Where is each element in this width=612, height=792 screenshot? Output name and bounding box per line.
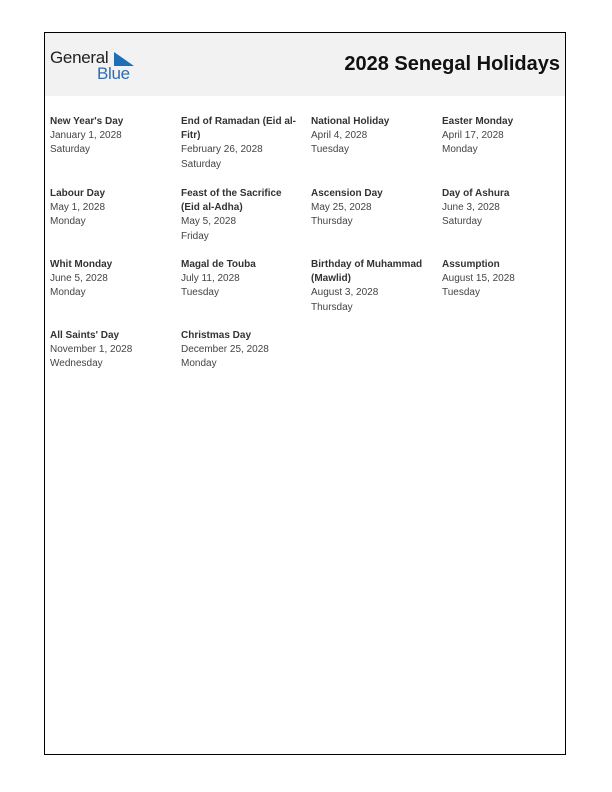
- holiday-item: [311, 187, 433, 230]
- logo-text-blue: Blue: [97, 64, 130, 83]
- header-bar: [45, 33, 565, 96]
- holiday-weekday: Wednesday: [50, 358, 103, 370]
- holiday-item: [311, 258, 433, 315]
- logo-text-general: General: [50, 48, 109, 67]
- holiday-name: Easter Monday: [442, 116, 514, 127]
- holiday-weekday: Saturday: [181, 158, 222, 170]
- holiday-weekday: Monday: [442, 144, 478, 156]
- holiday-item: [311, 115, 433, 158]
- holiday-weekday: Saturday: [442, 216, 483, 228]
- holiday-item: [442, 115, 564, 158]
- holiday-date: April 17, 2028: [442, 130, 504, 142]
- holiday-name: Birthday of Muhammad (Mawlid): [311, 259, 423, 285]
- holiday-name: All Saints' Day: [50, 330, 120, 341]
- holiday-weekday: Friday: [181, 230, 209, 242]
- holiday-item: [181, 329, 303, 372]
- holiday-item: [50, 187, 172, 230]
- holiday-date: August 3, 2028: [311, 287, 379, 299]
- holiday-date: June 5, 2028: [50, 273, 108, 285]
- holiday-weekday: Thursday: [311, 216, 353, 228]
- holiday-date: July 11, 2028: [181, 273, 240, 285]
- holiday-weekday: Saturday: [50, 144, 91, 156]
- holiday-weekday: Tuesday: [311, 144, 349, 156]
- holiday-date: May 1, 2028: [50, 202, 106, 214]
- holiday-weekday: Monday: [50, 287, 86, 299]
- holiday-item: [50, 329, 172, 372]
- holiday-date: May 25, 2028: [311, 202, 372, 214]
- holiday-name: End of Ramadan (Eid al-Fitr): [181, 116, 297, 142]
- holiday-item: [442, 187, 564, 230]
- generalblue-logo: [50, 48, 140, 84]
- holiday-name: National Holiday: [311, 116, 390, 127]
- holiday-item: [181, 115, 303, 172]
- holiday-date: June 3, 2028: [442, 202, 500, 214]
- holiday-weekday: Monday: [181, 358, 217, 370]
- holiday-item: [50, 258, 172, 301]
- holiday-name: New Year's Day: [50, 116, 124, 127]
- holiday-weekday: Monday: [50, 216, 86, 228]
- holiday-date: November 1, 2028: [50, 344, 133, 356]
- holiday-date: January 1, 2028: [50, 130, 122, 142]
- holiday-date: May 5, 2028: [181, 216, 237, 228]
- holiday-name: Magal de Touba: [181, 259, 256, 270]
- holiday-date: April 4, 2028: [311, 130, 368, 142]
- holiday-item: [181, 258, 303, 301]
- holiday-weekday: Thursday: [311, 301, 353, 313]
- holiday-weekday: Tuesday: [442, 287, 480, 299]
- holiday-name: Feast of the Sacrifice (Eid al-Adha): [181, 188, 282, 214]
- holiday-date: February 26, 2028: [181, 144, 263, 156]
- page-title: 2028 Senegal Holidays: [344, 53, 560, 75]
- holiday-name: Ascension Day: [311, 188, 383, 199]
- holiday-date: December 25, 2028: [181, 344, 269, 356]
- holiday-weekday: Tuesday: [181, 287, 219, 299]
- holiday-name: Labour Day: [50, 188, 106, 199]
- holiday-name: Day of Ashura: [442, 188, 510, 199]
- holiday-item: [181, 187, 303, 244]
- holiday-item: [50, 115, 172, 158]
- holiday-name: Assumption: [442, 259, 500, 270]
- holiday-name: Christmas Day: [181, 330, 252, 341]
- holiday-date: August 15, 2028: [442, 273, 515, 285]
- holiday-item: [442, 258, 564, 301]
- page-frame: [44, 32, 566, 755]
- holiday-name: Whit Monday: [50, 259, 113, 270]
